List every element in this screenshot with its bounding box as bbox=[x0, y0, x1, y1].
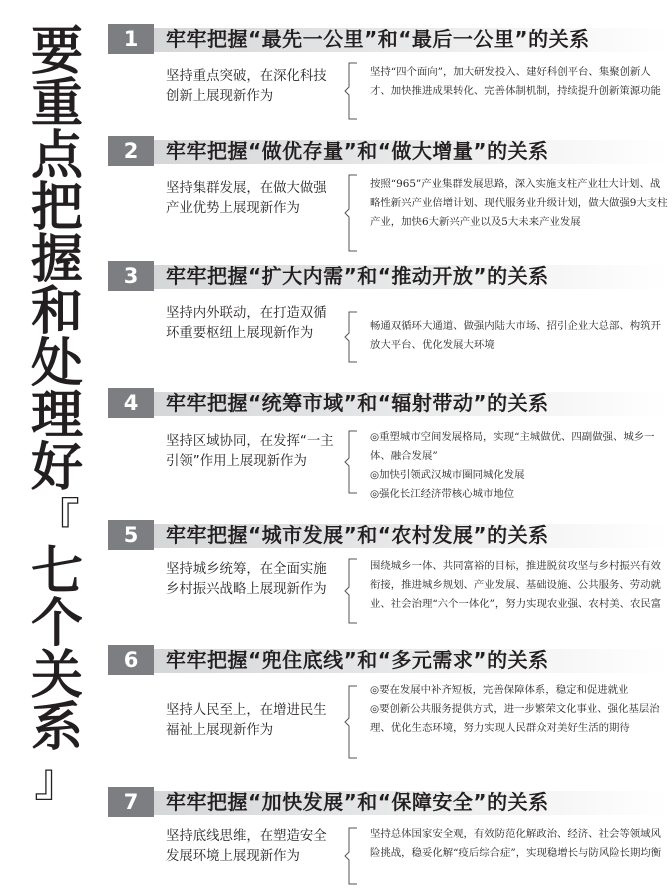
brace-icon bbox=[344, 430, 360, 494]
detail-text: 坚持“四个面向”，加大研发投入、建好科创平台、集聚创新人才、加快推进成果转化、完善体制机制，持续提升创新策源功能 bbox=[370, 66, 661, 97]
title-char: 要 bbox=[30, 22, 83, 82]
title-char: 把 bbox=[30, 178, 83, 238]
section-5 bbox=[108, 520, 668, 610]
section-title: 牢牢把握“兜住底线”和“多元需求”的关系 bbox=[166, 648, 549, 672]
section-number: 4 bbox=[108, 388, 154, 418]
section-detail bbox=[370, 175, 668, 232]
section-4 bbox=[108, 388, 668, 500]
section-6 bbox=[108, 645, 668, 738]
detail-text: ◎加快引领武汉城市圈同城化发展 bbox=[370, 469, 525, 481]
title-bracket-open: 『 bbox=[34, 493, 80, 547]
section-header bbox=[108, 645, 668, 675]
section-2 bbox=[108, 136, 668, 228]
title-char: 好 bbox=[30, 438, 83, 498]
brace-icon bbox=[344, 827, 360, 885]
section-theme: 坚持区域协同，在发挥“一主引领”作用上展现新作为 bbox=[166, 434, 334, 469]
section-number: 5 bbox=[108, 520, 154, 550]
section-theme: 坚持集群发展，在做大做强产业优势上展现新作为 bbox=[166, 181, 327, 216]
section-number: 6 bbox=[108, 645, 154, 675]
section-header bbox=[108, 520, 668, 550]
section-1 bbox=[108, 24, 668, 104]
vertical-title bbox=[22, 22, 92, 807]
detail-text: 坚持总体国家安全观，有效防范化解政治、经济、社会等领域风险挑战，稳妥化解“疫后综合症”，实现稳增长与防风险长期均衡 bbox=[370, 828, 662, 859]
detail-text: ◎重塑城市空间发展格局，实现“主城做优、四副做强、城乡一体、融合发展” bbox=[370, 431, 655, 462]
section-title: 牢牢把握“做优存量”和“做大增量”的关系 bbox=[166, 139, 549, 163]
title-char: 七 bbox=[30, 542, 83, 602]
title-char: 重 bbox=[30, 74, 83, 134]
section-theme: 坚持人民至上，在增进民生福祉上展现新作为 bbox=[166, 703, 327, 738]
section-theme: 坚持底线思维，在塑造安全发展环境上展现新作为 bbox=[166, 829, 327, 864]
section-detail bbox=[370, 317, 668, 355]
section-title: 牢牢把握“扩大内需”和“推动开放”的关系 bbox=[166, 264, 549, 288]
section-3 bbox=[108, 261, 668, 351]
section-header bbox=[108, 24, 668, 54]
section-header bbox=[108, 388, 668, 418]
section-number: 1 bbox=[108, 24, 154, 54]
section-theme: 坚持重点突破，在深化科技创新上展现新作为 bbox=[166, 69, 327, 104]
brace-icon bbox=[344, 685, 360, 759]
section-detail bbox=[370, 825, 668, 863]
detail-text: ◎要创新公共服务提供方式，进一步繁荣文化事业、强化基层治理、优化生态环境，努力实现人民群众对美好生活的期待 bbox=[370, 703, 660, 734]
title-bracket-close: 』 bbox=[34, 753, 80, 807]
brace-icon bbox=[344, 558, 360, 624]
brace-icon bbox=[344, 62, 360, 120]
title-char: 和 bbox=[30, 282, 83, 342]
section-title: 牢牢把握“城市发展”和“农村发展”的关系 bbox=[166, 523, 549, 547]
title-char: 理 bbox=[30, 386, 83, 446]
section-detail bbox=[370, 681, 668, 738]
title-char: 握 bbox=[30, 230, 83, 290]
section-title: 牢牢把握“统筹市域”和“辐射带动”的关系 bbox=[166, 391, 549, 415]
section-detail bbox=[370, 428, 668, 504]
section-7 bbox=[108, 787, 668, 864]
detail-text: 按照“965”产业集群发展思路，深入实施支柱产业壮大计划、战略性新兴产业倍增计划、现代服务业升级计划，做大做强9大支柱产业，加快6大新兴产业以及5大未来产业发展 bbox=[370, 178, 668, 228]
brace-icon bbox=[344, 311, 360, 363]
detail-text: 围绕城乡一体、共同富裕的目标，推进脱贫攻坚与乡村振兴有效衔接，推进城乡规划、产业发展、基础设施、公共服务、劳动就业、社会治理“六个一体化”，努力实现农业强、农村美、农民富 bbox=[370, 560, 662, 610]
section-title: 牢牢把握“最先一公里”和“最后一公里”的关系 bbox=[166, 27, 590, 51]
section-header bbox=[108, 787, 668, 817]
section-detail bbox=[370, 63, 668, 101]
title-char: 关 bbox=[30, 646, 83, 706]
detail-text: ◎强化长江经济带核心城市地位 bbox=[370, 488, 515, 500]
section-number: 3 bbox=[108, 261, 154, 291]
section-detail bbox=[370, 557, 668, 614]
section-header bbox=[108, 136, 668, 166]
brace-icon bbox=[344, 174, 360, 252]
title-char: 系 bbox=[30, 698, 83, 758]
title-char: 处 bbox=[30, 334, 83, 394]
title-char: 点 bbox=[30, 126, 83, 186]
section-title: 牢牢把握“加快发展”和“保障安全”的关系 bbox=[166, 790, 549, 814]
section-header bbox=[108, 261, 668, 291]
title-char: 个 bbox=[30, 594, 83, 654]
section-theme: 坚持内外联动，在打造双循环重要枢纽上展现新作为 bbox=[166, 306, 327, 341]
detail-text: ◎要在发展中补齐短板，完善保障体系，稳定和促进就业 bbox=[370, 684, 629, 696]
section-theme: 坚持城乡统筹，在全面实施乡村振兴战略上展现新作为 bbox=[166, 562, 327, 597]
section-number: 7 bbox=[108, 787, 154, 817]
section-number: 2 bbox=[108, 136, 154, 166]
detail-text: 畅通双循环大通道、做强内陆大市场、招引企业大总部、构筑开放大平台、优化发展大环境 bbox=[370, 320, 661, 351]
